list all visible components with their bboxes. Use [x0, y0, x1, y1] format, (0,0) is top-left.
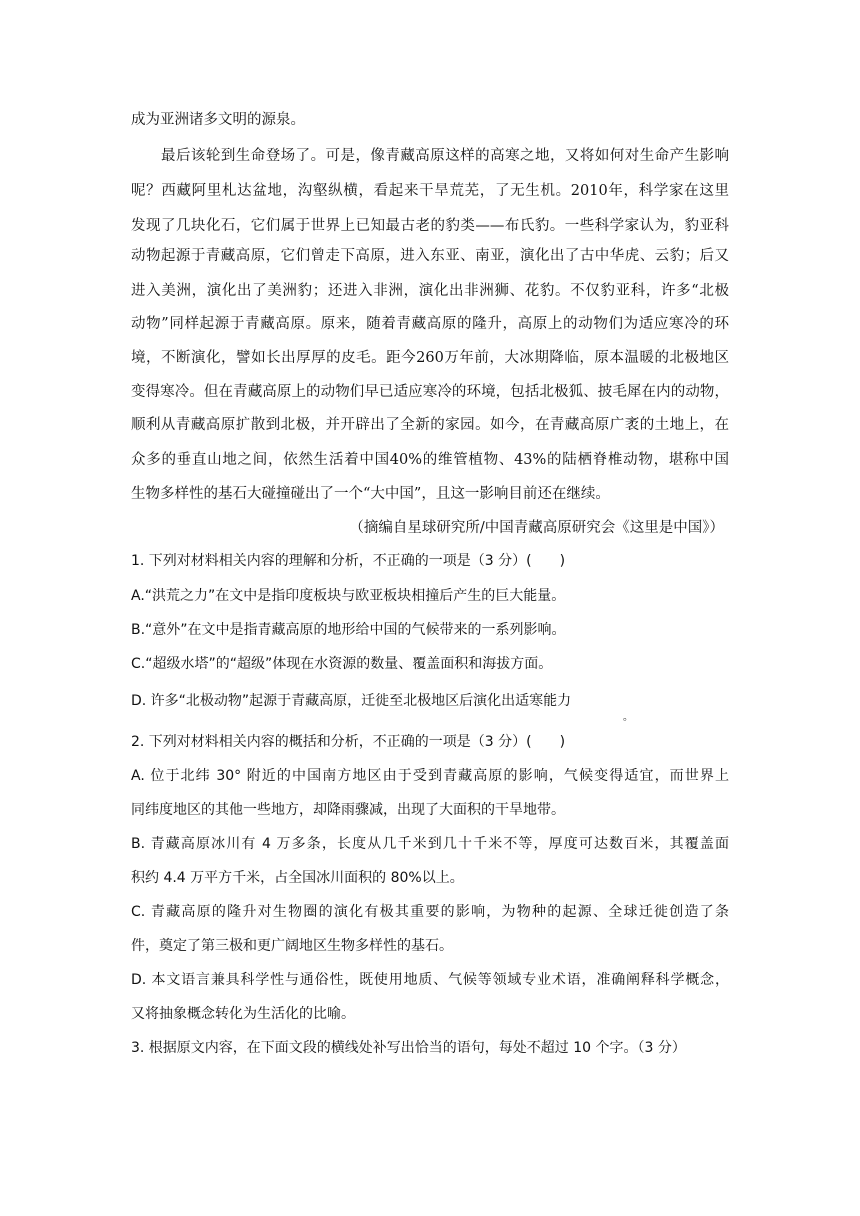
passage-line: 变得寒冷。但在青藏高原上的动物们早已适应寒冷的环境，包括北极狐、披毛犀在内的动物，: [131, 384, 729, 400]
question-2-stem: 2. 下列对材料相关内容的概括和分析，不正确的一项是（3 分）( ): [131, 734, 566, 750]
passage-line: 动物”同样起源于青藏高原。原来，随着青藏高原的隆升，高原上的动物们为适应寒冷的环: [131, 316, 729, 332]
question-1-option-b: B.“意外”在文中是指青藏高原的地形给中国的气候带来的一系列影响。: [131, 622, 566, 638]
passage-line: 发现了几块化石，它们属于世界上已知最古老的豹类——布氏豹。一些科学家认为，豹亚科: [131, 218, 729, 234]
question-2-option-b-cont: 积约 4.4 万平方千米，占全国冰川面积的 80%以上。: [131, 870, 464, 886]
question-1-stem: 1. 下列对材料相关内容的理解和分析，不正确的一项是（3 分）( ): [131, 553, 566, 569]
question-2-option-b: B. 青藏高原冰川有 4 万多条，长度从几千米到几十千米不等，厚度可达数百米，其覆盖面: [131, 836, 729, 852]
passage-line: 进入美洲，演化出了美洲豹；还进入非洲，演化出非洲狮、花豹。不仅豹亚科，许多“北极: [131, 283, 729, 299]
question-2-option-a-cont: 同纬度地区的其他一些地方，却降雨骤减，出现了大面积的干旱地带。: [131, 802, 565, 818]
passage-line: 呢？西藏阿里札达盆地，沟壑纵横，看起来干旱荒芜，了无生机。2010年，科学家在这里: [131, 183, 729, 199]
passage-line: 众多的垂直山地之间，依然生活着中国40%的维管植物、43%的陆栖脊椎动物，堪称中国: [131, 452, 729, 468]
question-1-option-d: D. 许多“北极动物”起源于青藏高原，迁徙至北极地区后演化出适寒能力: [131, 693, 572, 709]
period-mark: 。: [623, 712, 633, 723]
passage-line: 境，不断演化，譬如长出厚厚的皮毛。距今260万年前，大冰期降临，原本温暖的北极地区: [131, 350, 729, 366]
question-2-option-c: C. 青藏高原的隆升对生物圈的演化有极其重要的影响，为物种的起源、全球迁徙创造了条: [131, 904, 729, 920]
passage-line: 顺利从青藏高原扩散到北极，并开辟出了全新的家园。如今，在青藏高原广袤的土地上，在: [131, 417, 729, 433]
passage-line: 动物起源于青藏高原，它们曾走下高原，进入东亚、南亚，演化出了古中华虎、云豹；后又: [131, 248, 729, 264]
passage-line: 最后该轮到生命登场了。可是，像青藏高原这样的高寒之地，又将如何对生命产生影响: [161, 148, 729, 164]
question-2-option-d-cont: 又将抽象概念转化为生活化的比喻。: [131, 1006, 355, 1022]
passage-line: 成为亚洲诸多文明的源泉。: [131, 112, 305, 128]
question-1-option-c: C.“超级水塔”的“超级”体现在水资源的数量、覆盖面积和海拔方面。: [131, 656, 553, 672]
question-2-option-d: D. 本文语言兼具科学性与通俗性，既使用地质、气候等领域专业术语，准确阐释科学概念，: [131, 972, 729, 988]
question-2-option-a: A. 位于北纬 30° 附近的中国南方地区由于受到青藏高原的影响，气候变得适宜，而世界上: [131, 768, 729, 784]
question-3-stem: 3. 根据原文内容，在下面文段的横线处补写出恰当的语句，每处不超过 10 个字。（3 分）: [131, 1040, 686, 1056]
passage-line: 生物多样性的基石大碰撞碰出了一个“大中国”，且这一影响目前还在继续。: [131, 486, 610, 502]
source-citation: （摘编自星球研究所/中国青藏高原研究会《这里是中国》）: [349, 520, 724, 536]
question-2-option-c-cont: 件，奠定了第三极和更广阔地区生物多样性的基石。: [131, 938, 453, 954]
question-1-option-a: A.“洪荒之力”在文中是指印度板块与欧亚板块相撞后产生的巨大能量。: [131, 588, 566, 604]
